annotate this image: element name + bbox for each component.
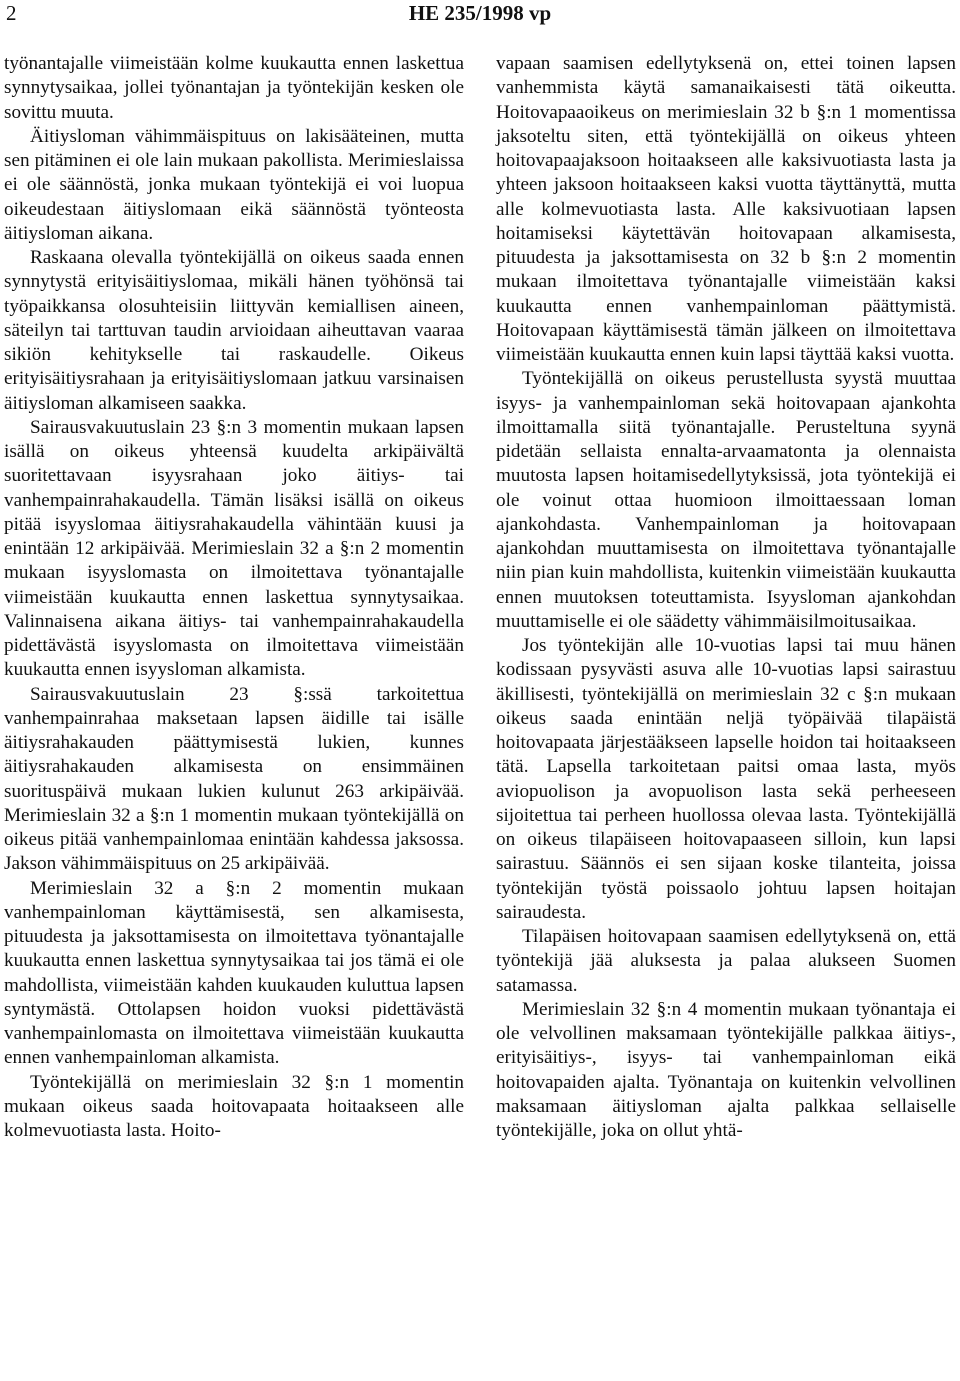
paragraph: Sairausvakuutuslain 23 §:n 3 momentin mukaan lapsen isällä on oikeus yhteensä kuudelta arkipäivältä suoritettavaan isyysrahaan joko äitiys- tai vanhempainrahakaudella. Tämän lisäksi isällä on oikeus pitää isyyslomaa äitiysrahakaudella vähintään kuusi ja enintään 12 arkipäivää. Merimieslain 32 a §:n 2 momentin mukaan isyyslomasta on ilmoitettava työnantajalle viimeistään kuukautta ennen laskettua synnytysaikaa. Valinnaisena aikana äitiys- tai vanhempainrahakaudella pidettävästä isyyslomasta on ilmoitettava viimeistään kuukautta ennen isyysloman alkamista. (4, 416, 464, 681)
paragraph: Tilapäisen hoitovapaan saamisen edellytyksenä on, että työntekijä jää aluksesta ja palaa alukseen Suomen satamassa. (496, 926, 956, 996)
paragraph: Raskaana olevalla työntekijällä on oikeus saada ennen synnytystä erityisäitiyslomaa, mikäli hänen työhönsä tai työpaikkansa olosuhteisiin liittyvän kemiallisen aineen, säteilyn tai tarttuvan taudin arvioidaan aiheuttavan vaaraa sikiön kehitykselle tai raskaudelle. Oikeus erityisäitiysrahaan ja erityisäitiyslomaan jatkuu varsinaisen äitiysloman alkamiseen saakka. (4, 247, 464, 414)
paragraph: Työntekijällä on merimieslain 32 §:n 1 momentin mukaan oikeus saada hoitovapaata hoitaakseen alle kolmevuotiasta lasta. Hoito- (4, 1071, 464, 1141)
right-column (496, 52, 956, 1143)
paragraph: Äitiysloman vähimmäispituus on lakisääteinen, mutta sen pitäminen ei ole lain mukaan pakollista. Merimieslaissa ei ole säännöstä, jonka mukaan työntekijä ei voi luopua oikeudestaan äitiyslomaan eikä säännöstä työnteosta äitiysloman aikana. (4, 125, 464, 244)
paragraph: Merimieslain 32 §:n 4 momentin mukaan työnantaja ei ole velvollinen maksamaan työntekijälle palkkaa äitiys-, erityisäitiys-, isyys- tai vanhempainloman eikä hoitovapaiden ajalta. Työnantaja on kuitenkin velvollinen maksamaan äitiysloman ajalta palkkaa sellaiselle työntekijälle, joka on ollut yhtä- (496, 998, 956, 1141)
paragraph: Sairausvakuutuslain 23 §:ssä tarkoitettua vanhempainrahaa maksetaan lapsen äidille tai isälle äitiysrahakauden päättymisestä lukien, kunnes äitiysrahakauden alkamisesta on ensimmäinen suorituspäivä mukaan lukien kulunut 263 arkipäivää. Merimieslain 32 a §:n 1 momentin mukaan työntekijällä on oikeus pitää vanhempainlomaa enintään kahdessa jaksossa. Jakson vähimmäispituus on 25 arkipäivää. (4, 683, 464, 875)
left-column (4, 52, 464, 1143)
paragraph: vapaan saamisen edellytyksenä on, ettei toinen lapsen vanhemmista käytä samanaikaisesti tätä oikeutta. Hoitovapaaoikeus on merimieslain 32 b §:n 1 momentissa jaksoteltu siten, että työntekijällä on oikeus yhteen hoitovapaajaksoon hoitaakseen alle kaksivuotiasta lasta ja yhteen jaksoon hoitaakseen kaksi vuotta täyttänyttä, mutta alle kolmevuotiasta lasta. Alle kaksivuotiaan lapsen hoitamiseksi käytettävän hoitovapaan alkamisesta, pituudesta ja jaksottamisesta on 32 b §:n 2 momentin mukaan ilmoitettava työnantajalle viimeistään kaksi kuukautta ennen vanhempainloman päättymistä. Hoitovapaan käyttämisestä tämän jälkeen on ilmoitettava viimeistään kuukautta ennen kuin lapsi täyttää kaksi vuotta. (496, 53, 956, 365)
paragraph: Merimieslain 32 a §:n 2 momentin mukaan vanhempainloman käyttämisestä, sen alkamisesta, pituudesta ja jaksottamisesta on ilmoitettava työnantajalle kuukautta ennen laskettua synnytysaikaa tai jos tämä ei ole mahdollista, viimeistään kahden kuukauden kuluttua lapsen syntymästä. Ottolapsen hoidon vuoksi pidettävästä vanhempainlomasta on ilmoitettava viimeistään kuukautta ennen vanhempainloman alkamista. (4, 877, 464, 1069)
page-number: 2 (6, 1, 17, 25)
document-id: HE 235/1998 vp (408, 1, 552, 25)
paragraph: Työntekijällä on oikeus perustellusta syystä muuttaa isyys- ja vanhempainloman sekä hoitovapaan ajankohta ilmoittamalla siitä työnantajalle. Perusteltuna syynä pidetään sellaista ennalta-arvaamatonta ja olennaista muutosta lapsen hoitamisedellytyksissä, jota työntekijä ei ole voinut ottaa huomioon ilmoittaessaan loman ajankohdasta. Vanhempainloman ja hoitovapaan ajankohdan muuttamisesta on ilmoitettava työnantajalle niin pian kuin mahdollista, kuitenkin viimeistään kuukautta ennen muutoksen toteuttamista. Isyysloman ajankohdan muuttamiselle ei ole säädetty vähimmäisilmoitusaikaa. (496, 368, 956, 632)
paragraph: Jos työntekijän alle 10-vuotias lapsi tai muu hänen kodissaan pysyvästi asuva alle 10-vuotias lapsi sairastuu äkillisesti, työntekijällä on merimieslain 32 c §:n mukaan oikeus saada enintään neljä työpäivää tilapäistä hoitovapaata järjestääkseen lapselle hoidon tai hoitaakseen tätä. Lapsella tarkoitetaan paitsi omaa lasta, myös aviopuolison ja avopuolison lasta sekä perheeseen sijoitettua tai perheen huollossa olevaa lasta. Työntekijällä on oikeus tilapäiseen hoitovapaaseen silloin, kun lapsi sairastuu. Säännös ei sen sijaan koske tilanteita, joissa työntekijän työstä poissaolo johtuu lapsen hoitajan sairaudesta. (496, 635, 956, 923)
paragraph: työnantajalle viimeistään kolme kuukautta ennen laskettua synnytysaikaa, jollei työnantajan ja työntekijän kesken ole sovittu muuta. (4, 53, 464, 123)
page-header (6, 0, 954, 30)
